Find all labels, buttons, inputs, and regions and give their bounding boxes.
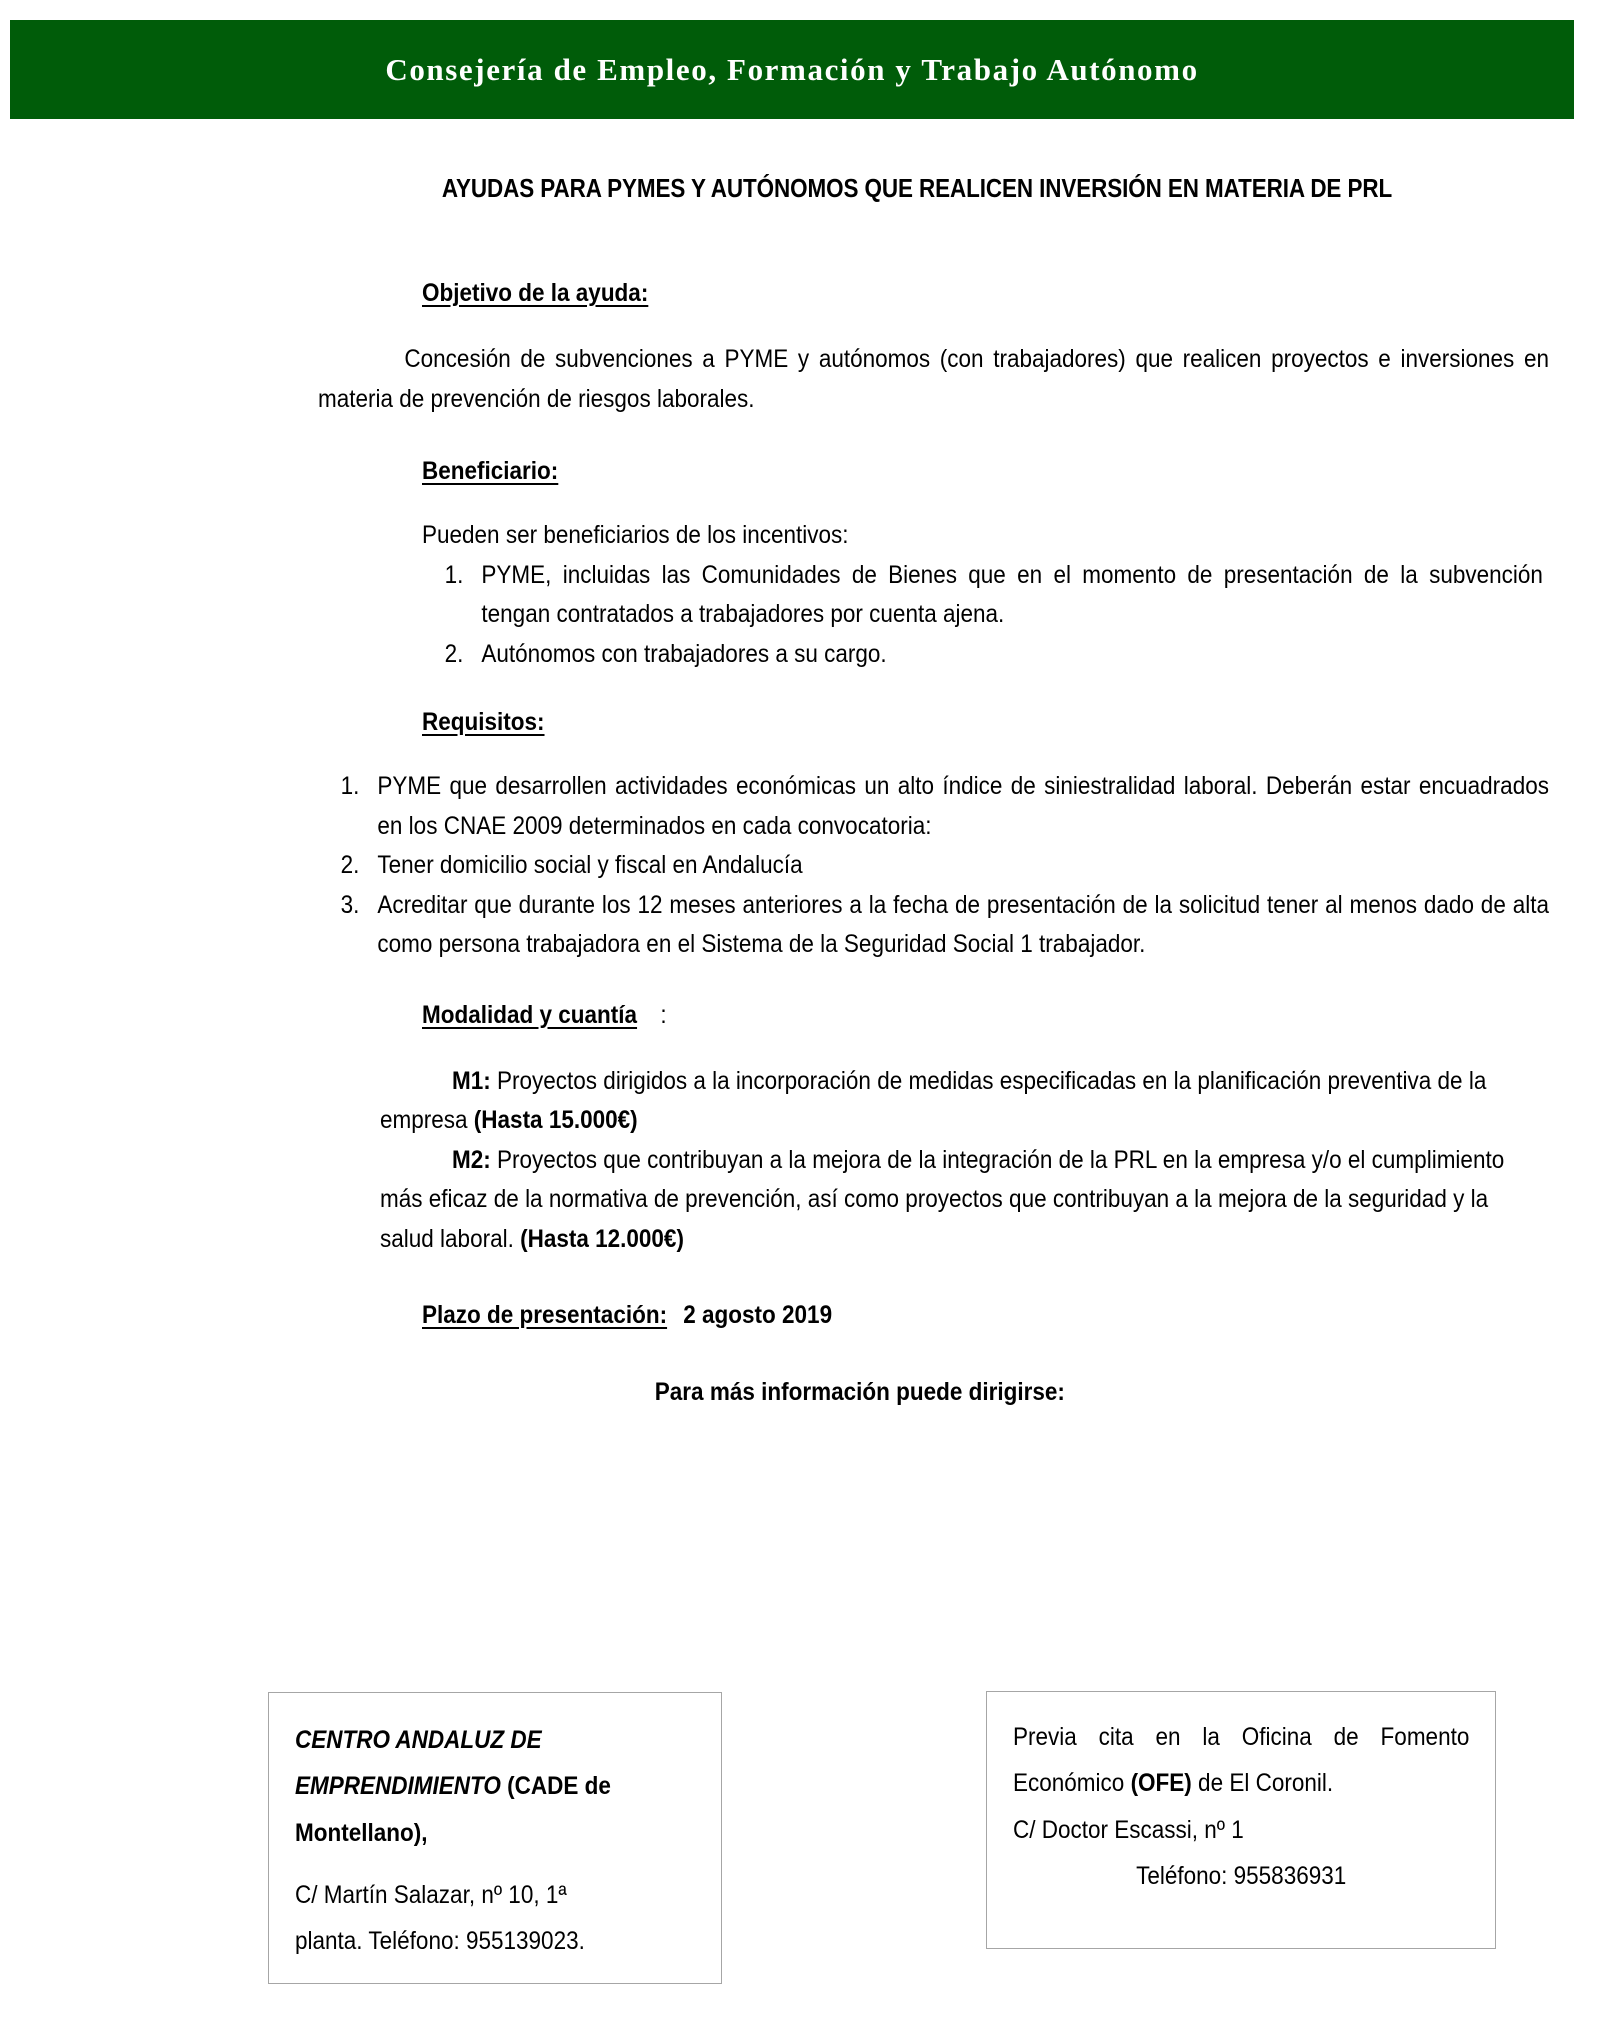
modalidad-m2-label: M2: [451,1145,491,1174]
list-item-text: Acreditar que durante los 12 meses anteriores a la fecha de presentación de la solicitud tener al menos dado de alta como persona trabajadora en el Sistema de la Seguridad Social 1 trabajador. [376,890,1549,959]
beneficiario-intro: Pueden ser beneficiarios de los incentivos: [421,521,849,550]
cade-address: C/ Martín Salazar, nº 10, 1ª [295,1880,567,1909]
section-beneficiario [422,457,1480,486]
list-item-text: PYME que desarrollen actividades económicas un alto índice de siniestralidad laboral. Deberán estar encuadrados en los CNAE 2009 determinados en cada convocatoria: [376,772,1549,840]
modalidad-m1-label: M1: [451,1066,491,1095]
list-item [318,886,1549,965]
contact-box-cade [268,1692,722,1984]
contact-box-ofe [986,1691,1496,1949]
ofe-acronym: (OFE) [1130,1769,1192,1798]
modalidad-m1-text: Proyectos dirigidos a la incorporación de medidas especificadas en la planificación preventiva de la empresa [379,1066,1486,1135]
list-item-text: Autónomos con trabajadores a su cargo. [480,639,887,668]
cade-line-1 [295,1717,697,1763]
modalidad-m1-amount: (Hasta 15.000€) [473,1106,638,1135]
page-title: AYUDAS PARA PYMES Y AUTÓNOMOS QUE REALICEN INVERSIÓN EN MATERIA DE PRL [441,175,1392,203]
requisitos-list [318,767,1548,965]
section-requisitos [422,708,1480,737]
list-item-number: 3. [340,890,359,919]
section-objetivo [422,279,1480,308]
beneficiario-list [422,556,1542,675]
cade-phone: planta. Teléfono: 955139023. [295,1927,585,1955]
plazo-label: Plazo de presentación: [421,1301,667,1330]
list-item-number: 2. [340,851,359,880]
document-body [0,119,1609,1407]
plazo-value: 2 agosto 2019 [682,1301,832,1330]
ofe-phone: Teléfono: 955836931 [1136,1861,1347,1890]
ofe-intro-tail: de El Coronil. [1191,1769,1334,1798]
mas-informacion-heading [240,1378,1480,1407]
modalidad-m2-amount: (Hasta 12.000€) [519,1224,684,1253]
list-item-number: 2. [444,639,463,668]
section-heading-modalidad-colon: : [660,1000,668,1029]
list-item [318,846,1549,886]
ofe-intro [1013,1714,1469,1807]
ofe-address: C/ Doctor Escassi, nº 1 [1013,1815,1244,1844]
section-heading-modalidad: Modalidad y cuantía [421,1000,637,1029]
list-item [422,635,1543,675]
modalidad-m2-text: Proyectos que contribuyan a la mejora de la integración de la PRL en la empresa y/o el cumplimiento más eficaz de la normativa de prevención, así como proyectos que contribuyan a la mejora de la seguridad y la salud laboral. [379,1145,1504,1253]
list-item-number: 1. [444,560,463,589]
modalidad-m1-paragraph [380,1062,1541,1141]
cade-name-italic-part2: EMPRENDIMIENTO [295,1772,501,1801]
section-modalidad [422,1001,1480,1030]
modalidad-body-block [380,1062,1540,1260]
section-heading-beneficiario: Beneficiario: [421,457,558,486]
cade-line-2 [295,1763,697,1809]
section-plazo [422,1301,1480,1330]
modalidad-m2-paragraph [380,1141,1541,1260]
contact-boxes [0,1691,1609,2021]
cade-name-italic-part1: CENTRO ANDALUZ DE [295,1726,542,1754]
list-item [318,767,1549,846]
list-item-number: 1. [340,772,359,801]
ofe-intro-text: Previa cita en la Oficina de Fomento Económico [1013,1723,1470,1798]
header-banner [10,20,1574,119]
objetivo-body-block [318,340,1548,419]
objetivo-paragraph: Concesión de subvenciones a PYME y autónomos (con trabajadores) que realicen proyectos e inversiones en materia de prevención de riesgos laborales. [317,345,1549,413]
list-item-text: Tener domicilio social y fiscal en Andalucía [376,851,803,880]
header-banner-title: Consejería de Empleo, Formación y Trabajo Autónomo [385,51,1199,87]
section-heading-requisitos: Requisitos: [421,708,545,737]
list-item-text: PYME, incluidas las Comunidades de Bienes que en el momento de presentación de la subvención tengan contratados a trabajadores por cuenta ajena. [480,560,1543,629]
beneficiario-body-block [422,516,1542,556]
list-item [422,556,1543,635]
section-heading-objetivo: Objetivo de la ayuda: [421,279,648,308]
cade-line-3: Montellano), [295,1818,428,1847]
cade-acronym-open: (CADE de [500,1772,611,1801]
mas-informacion-text: Para más información puede dirigirse: [654,1378,1065,1407]
